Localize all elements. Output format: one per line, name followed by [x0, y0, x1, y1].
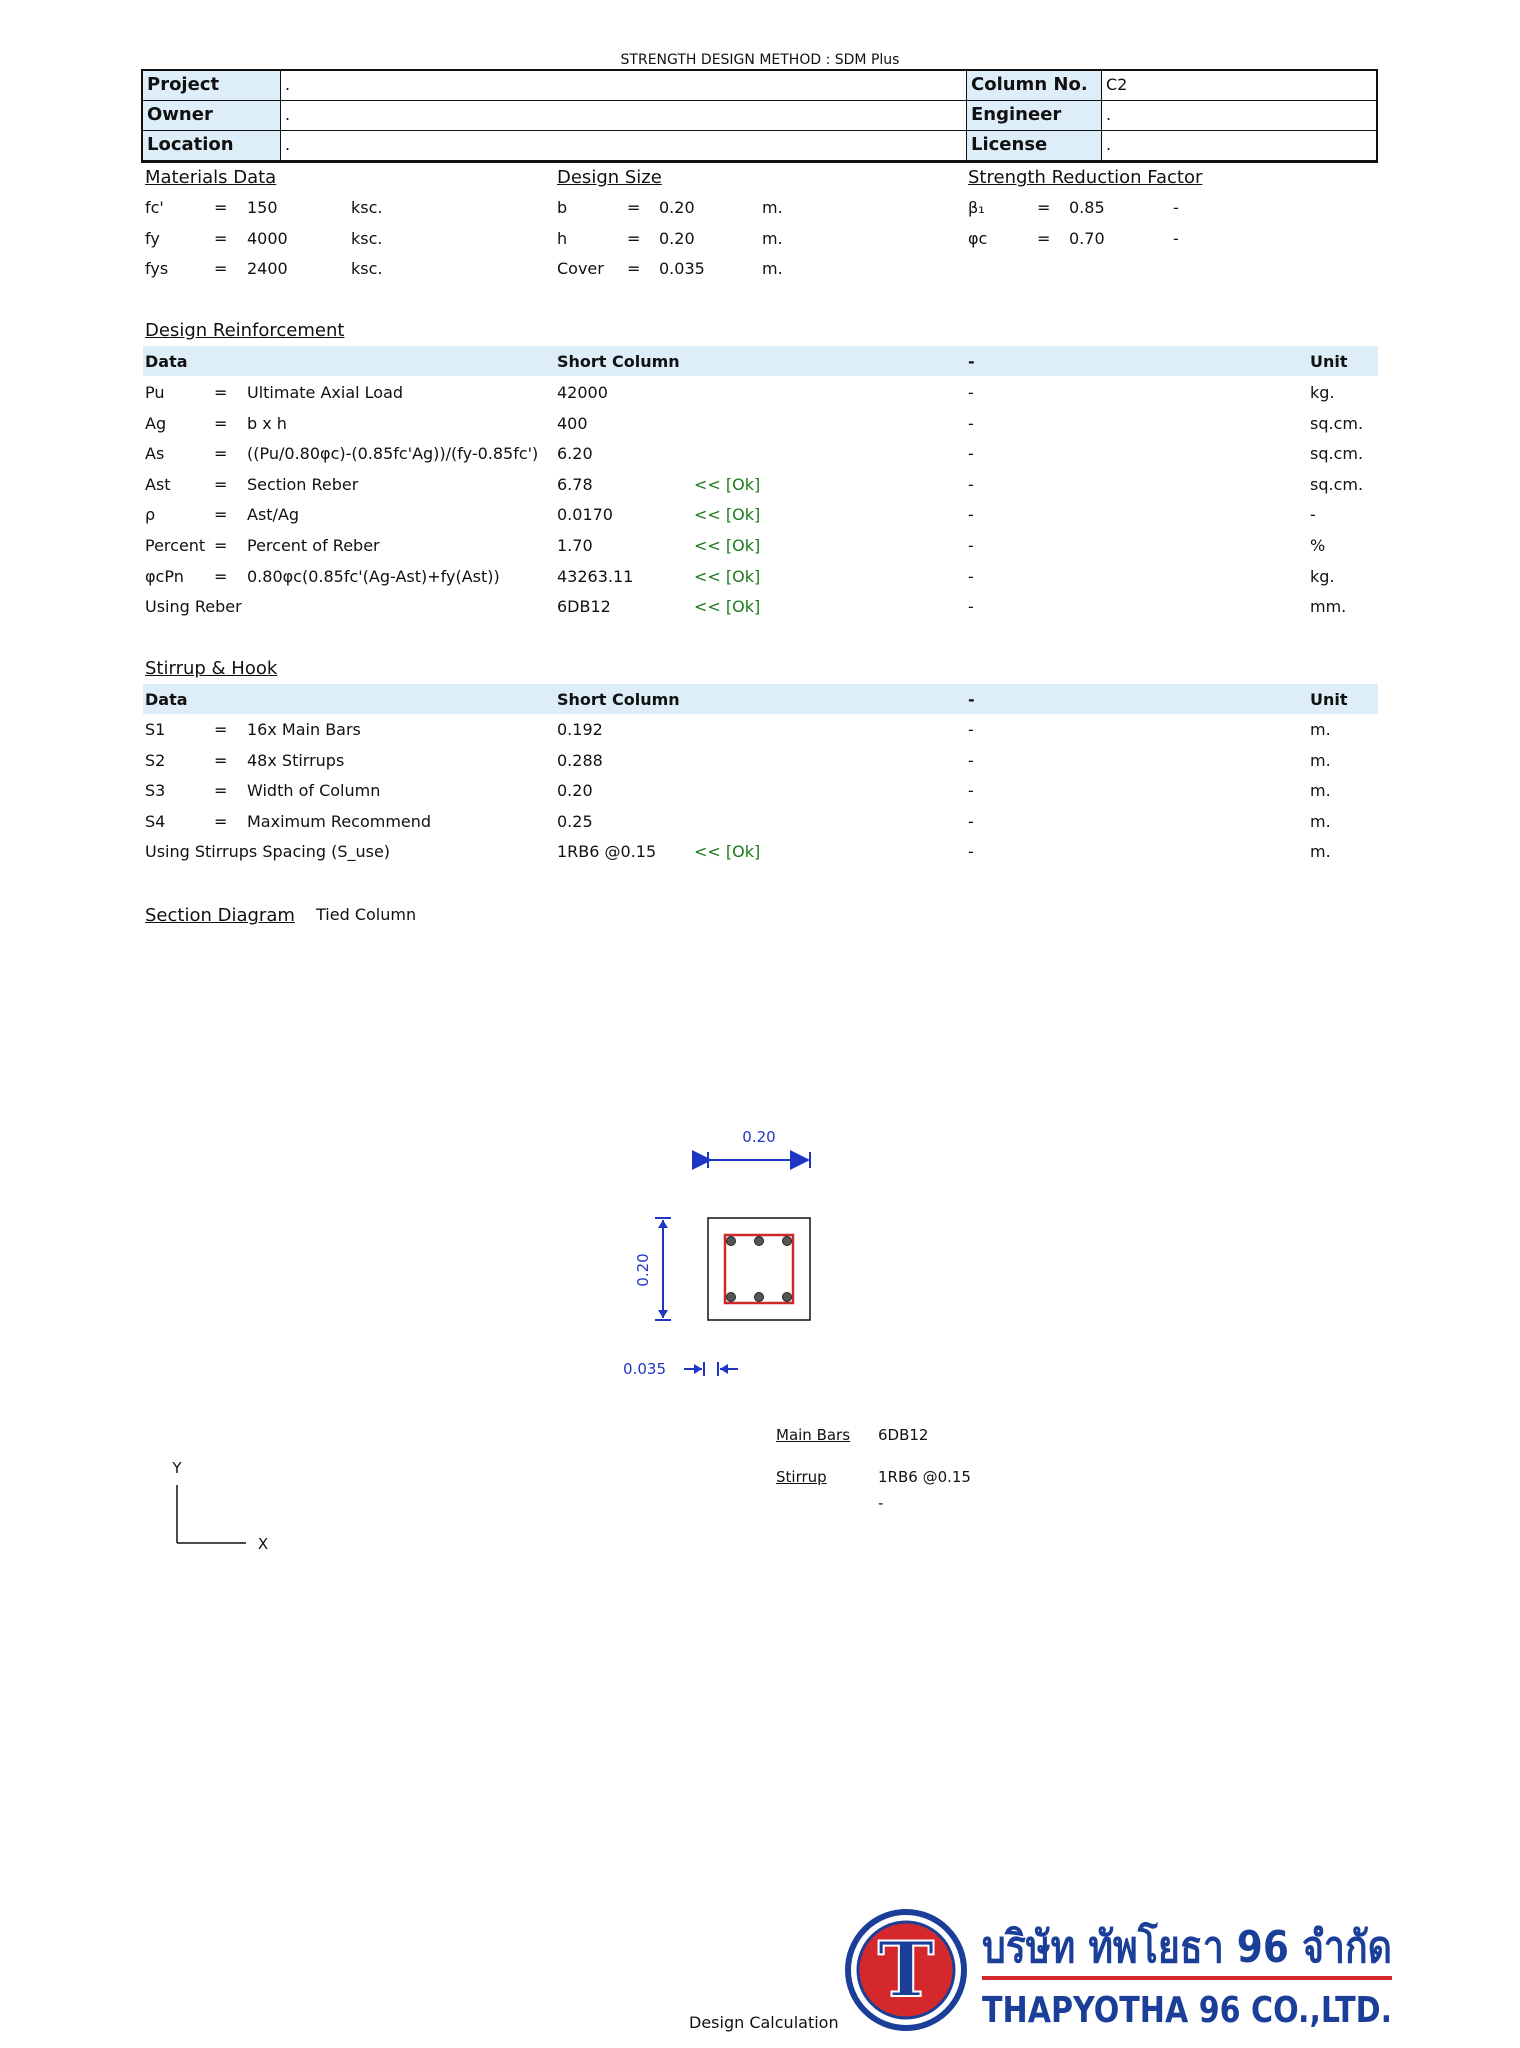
materials-value: 4000 [247, 229, 288, 248]
reinf-sym: φcPn [145, 566, 184, 586]
materials-equals: = [214, 259, 228, 278]
stir-dash: - [968, 842, 974, 862]
stirrup-header-band [143, 684, 1378, 714]
stir-sym: S4 [145, 811, 166, 831]
engineer-label: Engineer [967, 101, 1102, 131]
design-size-value: 0.20 [659, 198, 695, 217]
materials-value: 2400 [247, 259, 288, 278]
stir-eq: = [214, 750, 228, 770]
design-size-title: Design Size [557, 167, 662, 188]
stir-unit: m. [1310, 720, 1331, 739]
main-bars-value: 6DB12 [878, 1426, 929, 1444]
reinf-sym: Pu [145, 383, 165, 402]
stir-val: 1RB6 @0.15 [557, 842, 657, 862]
license-value[interactable]: . [1102, 131, 1376, 160]
stir-desc: 48x Stirrups [247, 750, 345, 770]
stir-val: 0.25 [557, 811, 593, 831]
xy-axis-indicator [160, 1455, 280, 1565]
design-size-unit: m. [762, 198, 783, 217]
stir-eq: = [214, 720, 228, 739]
stir-ok: << [Ok] [694, 842, 761, 862]
reinf-val: 6.20 [557, 444, 593, 464]
stirrup-col-short: Short Column [557, 690, 680, 709]
stir-unit: m. [1310, 781, 1331, 801]
reinf-unit: kg. [1310, 383, 1335, 402]
reinforcement-col-dash: - [968, 352, 975, 371]
reinf-desc: 0.80φc(0.85fc'(Ag-Ast)+fy(Ast)) [247, 566, 500, 586]
reduction-equals: = [1037, 229, 1051, 248]
height-dimension-label: 0.20 [634, 1253, 652, 1287]
axis-y-label: Y [172, 1459, 182, 1477]
materials-symbol: fys [145, 259, 169, 278]
cover-dimension-label: 0.035 [623, 1360, 666, 1378]
owner-label: Owner [143, 101, 281, 131]
location-value[interactable]: . [281, 131, 967, 160]
reinf-ok: << [Ok] [694, 474, 761, 494]
rebar [727, 1293, 736, 1302]
main-bars-label: Main Bars [776, 1426, 851, 1444]
engineer-value[interactable]: . [1102, 101, 1376, 131]
materials-unit: ksc. [351, 198, 383, 217]
reduction-equals: = [1037, 198, 1051, 217]
company-name-thai: บริษัท ทัพโยธา 96 จำกัด [982, 1922, 1464, 1973]
design-size-unit: m. [762, 259, 783, 278]
reinf-unit: - [1310, 505, 1316, 525]
design-size-equals: = [627, 259, 641, 278]
reinf-ok: << [Ok] [694, 505, 761, 525]
reinf-eq: = [214, 566, 228, 586]
materials-unit: ksc. [351, 259, 383, 278]
section-diagram-subtitle: Tied Column [316, 905, 417, 924]
logo-letter: T [877, 1925, 935, 2014]
stir-desc: Maximum Recommend [247, 811, 432, 831]
reinf-eq: = [214, 505, 228, 525]
reinf-dash: - [968, 566, 974, 586]
reinf-unit: sq.cm. [1310, 474, 1364, 494]
column-no-value[interactable]: C2 [1102, 71, 1376, 101]
reinf-eq: = [214, 536, 228, 555]
location-label: Location [143, 131, 281, 160]
reinf-dash: - [968, 383, 974, 402]
reinf-desc: Percent of Reber [247, 536, 380, 555]
materials-symbol: fc' [145, 198, 164, 217]
stir-unit: m. [1310, 842, 1331, 862]
section-diagram [600, 1110, 860, 1410]
stir-sym: S1 [145, 720, 166, 739]
stirrup-extra-dash: - [878, 1494, 884, 1512]
reinf-val: 42000 [557, 383, 608, 402]
reinf-val: 1.70 [557, 536, 593, 555]
stir-dash: - [968, 811, 974, 831]
reduction-title: Strength Reduction Factor [968, 167, 1203, 188]
concrete-section [708, 1218, 810, 1320]
reinf-unit: % [1310, 536, 1326, 555]
reinf-eq: = [214, 474, 228, 494]
reinforcement-col-unit: Unit [1310, 352, 1348, 371]
reduction-symbol: φc [968, 229, 988, 248]
reinf-sym: Ag [145, 413, 167, 433]
reinf-val: 6DB12 [557, 597, 611, 617]
reinforcement-header-band [143, 346, 1378, 376]
company-logo [840, 1900, 1464, 2040]
axis-x-label: X [257, 1535, 269, 1553]
reinf-ok: << [Ok] [694, 597, 761, 617]
stir-desc: Width of Column [247, 781, 381, 801]
reinf-ok: << [Ok] [694, 536, 761, 555]
stir-unit: m. [1310, 750, 1331, 770]
reinf-dash: - [968, 444, 974, 464]
reinforcement-title: Design Reinforcement [145, 320, 345, 341]
column-no-label: Column No. [967, 71, 1102, 101]
design-size-symbol: Cover [557, 259, 604, 278]
reduction-unit: - [1173, 229, 1179, 248]
license-label: License [967, 131, 1102, 160]
materials-symbol: fy [145, 229, 160, 248]
reinf-sym: Percent [145, 536, 206, 555]
reduction-value: 0.70 [1069, 229, 1105, 248]
reinf-sym: As [145, 444, 165, 464]
stir-sym: S2 [145, 750, 166, 770]
reinf-dash: - [968, 474, 974, 494]
stir-unit: m. [1310, 811, 1331, 831]
design-size-equals: = [627, 198, 641, 217]
project-label: Project [143, 71, 281, 101]
reinf-desc: Section Reber [247, 474, 359, 494]
rebar [783, 1237, 792, 1246]
stir-val: 0.288 [557, 750, 603, 770]
design-size-equals: = [627, 229, 641, 248]
reinf-unit: sq.cm. [1310, 413, 1364, 433]
reinf-dash: - [968, 413, 974, 433]
stirrup-col-data: Data [145, 690, 188, 709]
reduction-value: 0.85 [1069, 198, 1105, 217]
materials-value: 150 [247, 198, 278, 217]
cover-dimension [623, 1360, 738, 1378]
materials-title: Materials Data [145, 167, 277, 188]
stirrup-col-dash: - [968, 690, 975, 709]
design-size-symbol: h [557, 229, 568, 248]
reinf-eq: = [214, 383, 228, 402]
reinf-eq: = [214, 413, 228, 433]
rebar [755, 1293, 764, 1302]
reinf-val: 400 [557, 413, 588, 433]
width-dimension [708, 1128, 810, 1168]
reduction-unit: - [1173, 198, 1179, 217]
reinf-val: 6.78 [557, 474, 593, 494]
project-header-table [141, 69, 1378, 163]
reinf-sym: Ast [145, 474, 171, 494]
owner-value[interactable]: . [281, 101, 967, 131]
reinf-sym: ρ [145, 505, 156, 525]
materials-equals: = [214, 229, 228, 248]
reinf-dash: - [968, 536, 974, 555]
document-title: STRENGTH DESIGN METHOD : SDM Plus [620, 52, 900, 68]
section-diagram-title: Section Diagram [145, 905, 295, 926]
stirrup-value: 1RB6 @0.15 [878, 1468, 971, 1486]
stir-sym: S3 [145, 781, 166, 801]
reinf-desc: ((Pu/0.80φc)-(0.85fc'Ag))/(fy-0.85fc') [247, 444, 539, 464]
width-dimension-label: 0.20 [742, 1128, 776, 1146]
design-size-value: 0.035 [659, 259, 705, 278]
company-name-english: THAPYOTHA 96 CO.,LTD. [982, 1990, 1392, 2031]
stir-val: 0.192 [557, 720, 603, 739]
stir-eq: = [214, 781, 228, 801]
reinf-unit: mm. [1310, 597, 1347, 617]
reinf-eq: = [214, 444, 228, 464]
stirrup-title: Stirrup & Hook [145, 658, 278, 679]
stir-dash: - [968, 720, 974, 739]
rebar [755, 1237, 764, 1246]
design-size-symbol: b [557, 198, 568, 217]
materials-unit: ksc. [351, 229, 383, 248]
reinf-sym: Using Reber [145, 597, 242, 617]
materials-equals: = [214, 198, 228, 217]
reinf-desc: b x h [247, 413, 287, 433]
stir-dash: - [968, 750, 974, 770]
reinf-dash: - [968, 505, 974, 525]
stir-dash: - [968, 781, 974, 801]
stir-sym: Using Stirrups Spacing (S_use) [145, 842, 391, 862]
reduction-symbol: β₁ [968, 198, 985, 217]
design-size-unit: m. [762, 229, 783, 248]
stirrup-col-unit: Unit [1310, 690, 1348, 709]
stir-desc: 16x Main Bars [247, 720, 361, 739]
reinf-ok: << [Ok] [694, 566, 761, 586]
stir-eq: = [214, 811, 228, 831]
reinf-unit: kg. [1310, 566, 1335, 586]
reinf-unit: sq.cm. [1310, 444, 1364, 464]
reinf-dash: - [968, 597, 974, 617]
stir-val: 0.20 [557, 781, 593, 801]
rebar [783, 1293, 792, 1302]
rebar [727, 1237, 736, 1246]
reinf-desc: Ultimate Axial Load [247, 383, 404, 402]
reinforcement-col-data: Data [145, 352, 188, 371]
design-calculation-label: Design Calculation [689, 2013, 839, 2032]
project-value[interactable]: . [281, 71, 967, 101]
height-dimension [634, 1218, 671, 1320]
design-size-value: 0.20 [659, 229, 695, 248]
stirrup-label: Stirrup [776, 1468, 827, 1486]
reinf-desc: Ast/Ag [247, 505, 300, 525]
reinf-val: 43263.11 [557, 566, 634, 586]
reinforcement-col-short: Short Column [557, 352, 680, 371]
reinf-val: 0.0170 [557, 505, 613, 525]
